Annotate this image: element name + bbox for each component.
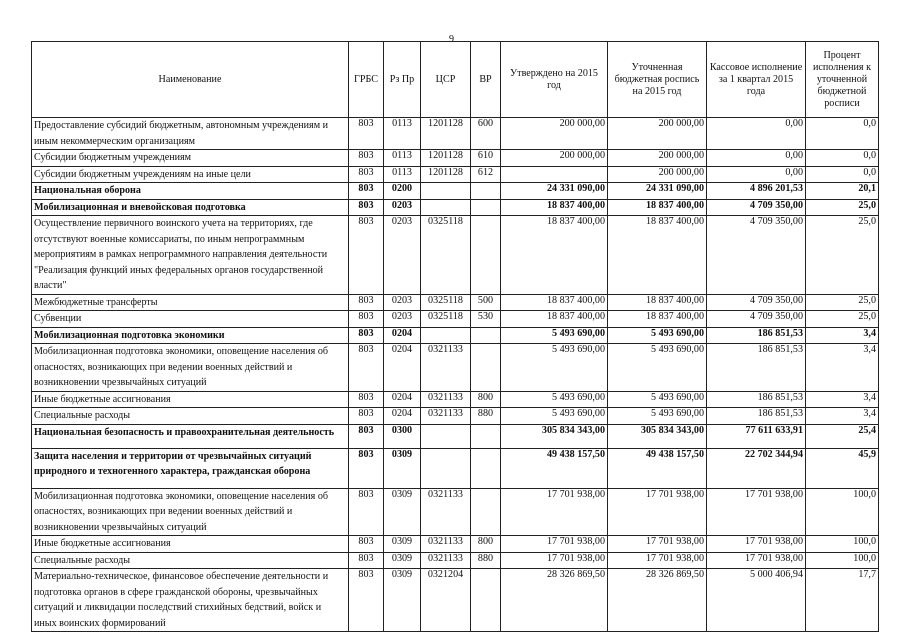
rzpr-cell: 0200 bbox=[384, 183, 421, 200]
percent-cell: 25,4 bbox=[806, 424, 879, 448]
table-row bbox=[32, 408, 879, 425]
rzpr-cell: 0203 bbox=[384, 199, 421, 216]
approved-cell: 24 331 090,00 bbox=[501, 183, 608, 200]
grbs-cell: 803 bbox=[349, 166, 384, 183]
cash-cell: 5 000 406,94 bbox=[707, 569, 806, 632]
table-row bbox=[32, 166, 879, 183]
table-row bbox=[32, 344, 879, 392]
vr-cell: 530 bbox=[471, 311, 501, 328]
rzpr-cell: 0204 bbox=[384, 344, 421, 392]
cash-cell: 22 702 344,94 bbox=[707, 448, 806, 488]
cash-cell: 0,00 bbox=[707, 118, 806, 150]
table-row bbox=[32, 294, 879, 311]
grbs-cell: 803 bbox=[349, 391, 384, 408]
grbs-cell: 803 bbox=[349, 118, 384, 150]
approved-cell: 17 701 938,00 bbox=[501, 552, 608, 569]
grbs-cell: 803 bbox=[349, 569, 384, 632]
row-name-cell: Мобилизационная подготовка экономики bbox=[32, 327, 349, 344]
row-name-cell: Специальные расходы bbox=[32, 408, 349, 425]
table-row bbox=[32, 488, 879, 536]
vr-cell: 880 bbox=[471, 408, 501, 425]
table-row bbox=[32, 391, 879, 408]
approved-cell: 5 493 690,00 bbox=[501, 344, 608, 392]
csr-cell: 0321133 bbox=[421, 552, 471, 569]
rzpr-cell: 0204 bbox=[384, 391, 421, 408]
grbs-cell: 803 bbox=[349, 199, 384, 216]
approved-cell: 18 837 400,00 bbox=[501, 216, 608, 295]
vr-cell: 500 bbox=[471, 294, 501, 311]
refined-cell: 28 326 869,50 bbox=[608, 569, 707, 632]
header-approved: Утверждено на 2015 год bbox=[501, 42, 608, 118]
approved-cell: 18 837 400,00 bbox=[501, 199, 608, 216]
refined-cell: 200 000,00 bbox=[608, 150, 707, 167]
row-name-cell: Мобилизационная подготовка экономики, оповещение населения об опасностях, возникающих при ведении военных действий и возникновении чрезвычайных ситуаций bbox=[32, 488, 349, 536]
approved-cell: 18 837 400,00 bbox=[501, 311, 608, 328]
csr-cell: 1201128 bbox=[421, 118, 471, 150]
refined-cell: 18 837 400,00 bbox=[608, 294, 707, 311]
percent-cell: 17,7 bbox=[806, 569, 879, 632]
page-number: 9 bbox=[449, 34, 454, 45]
refined-cell: 17 701 938,00 bbox=[608, 552, 707, 569]
percent-cell: 0,0 bbox=[806, 150, 879, 167]
vr-cell bbox=[471, 448, 501, 488]
vr-cell bbox=[471, 488, 501, 536]
row-name-cell: Специальные расходы bbox=[32, 552, 349, 569]
rzpr-cell: 0113 bbox=[384, 166, 421, 183]
approved-cell: 200 000,00 bbox=[501, 118, 608, 150]
percent-cell: 25,0 bbox=[806, 311, 879, 328]
cash-cell: 186 851,53 bbox=[707, 408, 806, 425]
csr-cell bbox=[421, 183, 471, 200]
table-row bbox=[32, 448, 879, 488]
vr-cell bbox=[471, 199, 501, 216]
cash-cell: 4 709 350,00 bbox=[707, 199, 806, 216]
cash-cell: 186 851,53 bbox=[707, 344, 806, 392]
vr-cell: 800 bbox=[471, 536, 501, 553]
rzpr-cell: 0203 bbox=[384, 216, 421, 295]
table-row bbox=[32, 199, 879, 216]
rzpr-cell: 0309 bbox=[384, 569, 421, 632]
rzpr-cell: 0309 bbox=[384, 536, 421, 553]
csr-cell bbox=[421, 448, 471, 488]
csr-cell: 0325118 bbox=[421, 216, 471, 295]
refined-cell: 200 000,00 bbox=[608, 118, 707, 150]
grbs-cell: 803 bbox=[349, 150, 384, 167]
rzpr-cell: 0309 bbox=[384, 552, 421, 569]
rzpr-cell: 0203 bbox=[384, 311, 421, 328]
table-row bbox=[32, 424, 879, 448]
vr-cell bbox=[471, 183, 501, 200]
vr-cell bbox=[471, 327, 501, 344]
vr-cell: 600 bbox=[471, 118, 501, 150]
approved-cell: 305 834 343,00 bbox=[501, 424, 608, 448]
vr-cell: 880 bbox=[471, 552, 501, 569]
header-name: Наименование bbox=[32, 42, 349, 118]
refined-cell: 5 493 690,00 bbox=[608, 344, 707, 392]
row-name-cell: Субвенции bbox=[32, 311, 349, 328]
rzpr-cell: 0113 bbox=[384, 118, 421, 150]
percent-cell: 25,0 bbox=[806, 199, 879, 216]
table-row bbox=[32, 311, 879, 328]
refined-cell: 200 000,00 bbox=[608, 166, 707, 183]
row-name-cell: Осуществление первичного воинского учета на территориях, где отсутствуют военные комиссариаты, по иным непрограммным мероприятиям в рамках непрограммного направления деятельности "Реализация функций иных федеральных органов государственной власти" bbox=[32, 216, 349, 295]
percent-cell: 100,0 bbox=[806, 488, 879, 536]
vr-cell bbox=[471, 569, 501, 632]
grbs-cell: 803 bbox=[349, 183, 384, 200]
csr-cell: 1201128 bbox=[421, 166, 471, 183]
approved-cell: 200 000,00 bbox=[501, 150, 608, 167]
table-row bbox=[32, 150, 879, 167]
row-name-cell: Межбюджетные трансферты bbox=[32, 294, 349, 311]
rzpr-cell: 0204 bbox=[384, 327, 421, 344]
row-name-cell: Субсидии бюджетным учреждениям на иные цели bbox=[32, 166, 349, 183]
header-rzpr: Рз Пр bbox=[384, 42, 421, 118]
csr-cell: 0325118 bbox=[421, 311, 471, 328]
percent-cell: 25,0 bbox=[806, 216, 879, 295]
rzpr-cell: 0300 bbox=[384, 424, 421, 448]
cash-cell: 186 851,53 bbox=[707, 327, 806, 344]
cash-cell: 4 709 350,00 bbox=[707, 311, 806, 328]
vr-cell: 612 bbox=[471, 166, 501, 183]
cash-cell: 186 851,53 bbox=[707, 391, 806, 408]
csr-cell: 0321133 bbox=[421, 488, 471, 536]
table-row bbox=[32, 552, 879, 569]
approved-cell: 17 701 938,00 bbox=[501, 488, 608, 536]
percent-cell: 0,0 bbox=[806, 118, 879, 150]
table-row bbox=[32, 118, 879, 150]
cash-cell: 17 701 938,00 bbox=[707, 488, 806, 536]
cash-cell: 0,00 bbox=[707, 166, 806, 183]
header-grbs: ГРБС bbox=[349, 42, 384, 118]
cash-cell: 0,00 bbox=[707, 150, 806, 167]
grbs-cell: 803 bbox=[349, 424, 384, 448]
csr-cell: 0321133 bbox=[421, 344, 471, 392]
vr-cell bbox=[471, 216, 501, 295]
csr-cell: 0321133 bbox=[421, 536, 471, 553]
grbs-cell: 803 bbox=[349, 311, 384, 328]
csr-cell bbox=[421, 199, 471, 216]
refined-cell: 18 837 400,00 bbox=[608, 216, 707, 295]
cash-cell: 4 709 350,00 bbox=[707, 216, 806, 295]
grbs-cell: 803 bbox=[349, 448, 384, 488]
row-name-cell: Иные бюджетные ассигнования bbox=[32, 391, 349, 408]
approved-cell bbox=[501, 166, 608, 183]
percent-cell: 3,4 bbox=[806, 327, 879, 344]
refined-cell: 5 493 690,00 bbox=[608, 408, 707, 425]
grbs-cell: 803 bbox=[349, 294, 384, 311]
refined-cell: 24 331 090,00 bbox=[608, 183, 707, 200]
row-name-cell: Национальная безопасность и правоохранительная деятельность bbox=[32, 424, 349, 448]
vr-cell bbox=[471, 424, 501, 448]
vr-cell: 610 bbox=[471, 150, 501, 167]
approved-cell: 5 493 690,00 bbox=[501, 327, 608, 344]
table-row bbox=[32, 327, 879, 344]
cash-cell: 77 611 633,91 bbox=[707, 424, 806, 448]
table-header-row bbox=[32, 42, 879, 118]
percent-cell: 100,0 bbox=[806, 536, 879, 553]
vr-cell bbox=[471, 344, 501, 392]
cash-cell: 4 709 350,00 bbox=[707, 294, 806, 311]
table-row bbox=[32, 536, 879, 553]
refined-cell: 18 837 400,00 bbox=[608, 199, 707, 216]
row-name-cell: Мобилизационная подготовка экономики, оповещение населения об опасностях, возникающих при ведении военных действий и возникновении чрезвычайных ситуаций bbox=[32, 344, 349, 392]
percent-cell: 3,4 bbox=[806, 408, 879, 425]
grbs-cell: 803 bbox=[349, 327, 384, 344]
grbs-cell: 803 bbox=[349, 552, 384, 569]
csr-cell: 0325118 bbox=[421, 294, 471, 311]
cash-cell: 17 701 938,00 bbox=[707, 536, 806, 553]
table-row bbox=[32, 569, 879, 632]
header-percent: Процент исполнения к уточненной бюджетной росписи bbox=[806, 42, 879, 118]
refined-cell: 5 493 690,00 bbox=[608, 327, 707, 344]
percent-cell: 45,9 bbox=[806, 448, 879, 488]
percent-cell: 3,4 bbox=[806, 391, 879, 408]
table-row bbox=[32, 183, 879, 200]
grbs-cell: 803 bbox=[349, 536, 384, 553]
grbs-cell: 803 bbox=[349, 488, 384, 536]
approved-cell: 49 438 157,50 bbox=[501, 448, 608, 488]
grbs-cell: 803 bbox=[349, 216, 384, 295]
percent-cell: 3,4 bbox=[806, 344, 879, 392]
grbs-cell: 803 bbox=[349, 344, 384, 392]
row-name-cell: Материально-техническое, финансовое обеспечение деятельности и подготовка органов в сфере гражданской обороны, чрезвычайных ситуаций и ликвидации последствий стихийных бедствий, войск и иных воинских формирований bbox=[32, 569, 349, 632]
row-name-cell: Защита населения и территории от чрезвычайных ситуаций природного и техногенного характера, гражданская оборона bbox=[32, 448, 349, 488]
approved-cell: 5 493 690,00 bbox=[501, 391, 608, 408]
header-cash: Кассовое исполнение за 1 квартал 2015 года bbox=[707, 42, 806, 118]
budget-table bbox=[31, 41, 879, 632]
refined-cell: 17 701 938,00 bbox=[608, 488, 707, 536]
percent-cell: 0,0 bbox=[806, 166, 879, 183]
refined-cell: 18 837 400,00 bbox=[608, 311, 707, 328]
header-refined: Уточненная бюджетная роспись на 2015 год bbox=[608, 42, 707, 118]
refined-cell: 5 493 690,00 bbox=[608, 391, 707, 408]
csr-cell: 0321204 bbox=[421, 569, 471, 632]
row-name-cell: Мобилизационная и вневойсковая подготовка bbox=[32, 199, 349, 216]
row-name-cell: Национальная оборона bbox=[32, 183, 349, 200]
row-name-cell: Предоставление субсидий бюджетным, автономным учреждениям и иным некоммерческим организациям bbox=[32, 118, 349, 150]
row-name-cell: Иные бюджетные ассигнования bbox=[32, 536, 349, 553]
cash-cell: 17 701 938,00 bbox=[707, 552, 806, 569]
approved-cell: 28 326 869,50 bbox=[501, 569, 608, 632]
csr-cell: 0321133 bbox=[421, 408, 471, 425]
table-row bbox=[32, 216, 879, 295]
vr-cell: 800 bbox=[471, 391, 501, 408]
header-csr: ЦСР bbox=[421, 42, 471, 118]
rzpr-cell: 0309 bbox=[384, 488, 421, 536]
rzpr-cell: 0203 bbox=[384, 294, 421, 311]
csr-cell: 1201128 bbox=[421, 150, 471, 167]
rzpr-cell: 0113 bbox=[384, 150, 421, 167]
cash-cell: 4 896 201,53 bbox=[707, 183, 806, 200]
percent-cell: 100,0 bbox=[806, 552, 879, 569]
approved-cell: 18 837 400,00 bbox=[501, 294, 608, 311]
rzpr-cell: 0309 bbox=[384, 448, 421, 488]
percent-cell: 20,1 bbox=[806, 183, 879, 200]
percent-cell: 25,0 bbox=[806, 294, 879, 311]
refined-cell: 17 701 938,00 bbox=[608, 536, 707, 553]
approved-cell: 17 701 938,00 bbox=[501, 536, 608, 553]
approved-cell: 5 493 690,00 bbox=[501, 408, 608, 425]
rzpr-cell: 0204 bbox=[384, 408, 421, 425]
grbs-cell: 803 bbox=[349, 408, 384, 425]
csr-cell bbox=[421, 424, 471, 448]
header-vr: ВР bbox=[471, 42, 501, 118]
refined-cell: 49 438 157,50 bbox=[608, 448, 707, 488]
csr-cell bbox=[421, 327, 471, 344]
row-name-cell: Субсидии бюджетным учреждениям bbox=[32, 150, 349, 167]
refined-cell: 305 834 343,00 bbox=[608, 424, 707, 448]
csr-cell: 0321133 bbox=[421, 391, 471, 408]
